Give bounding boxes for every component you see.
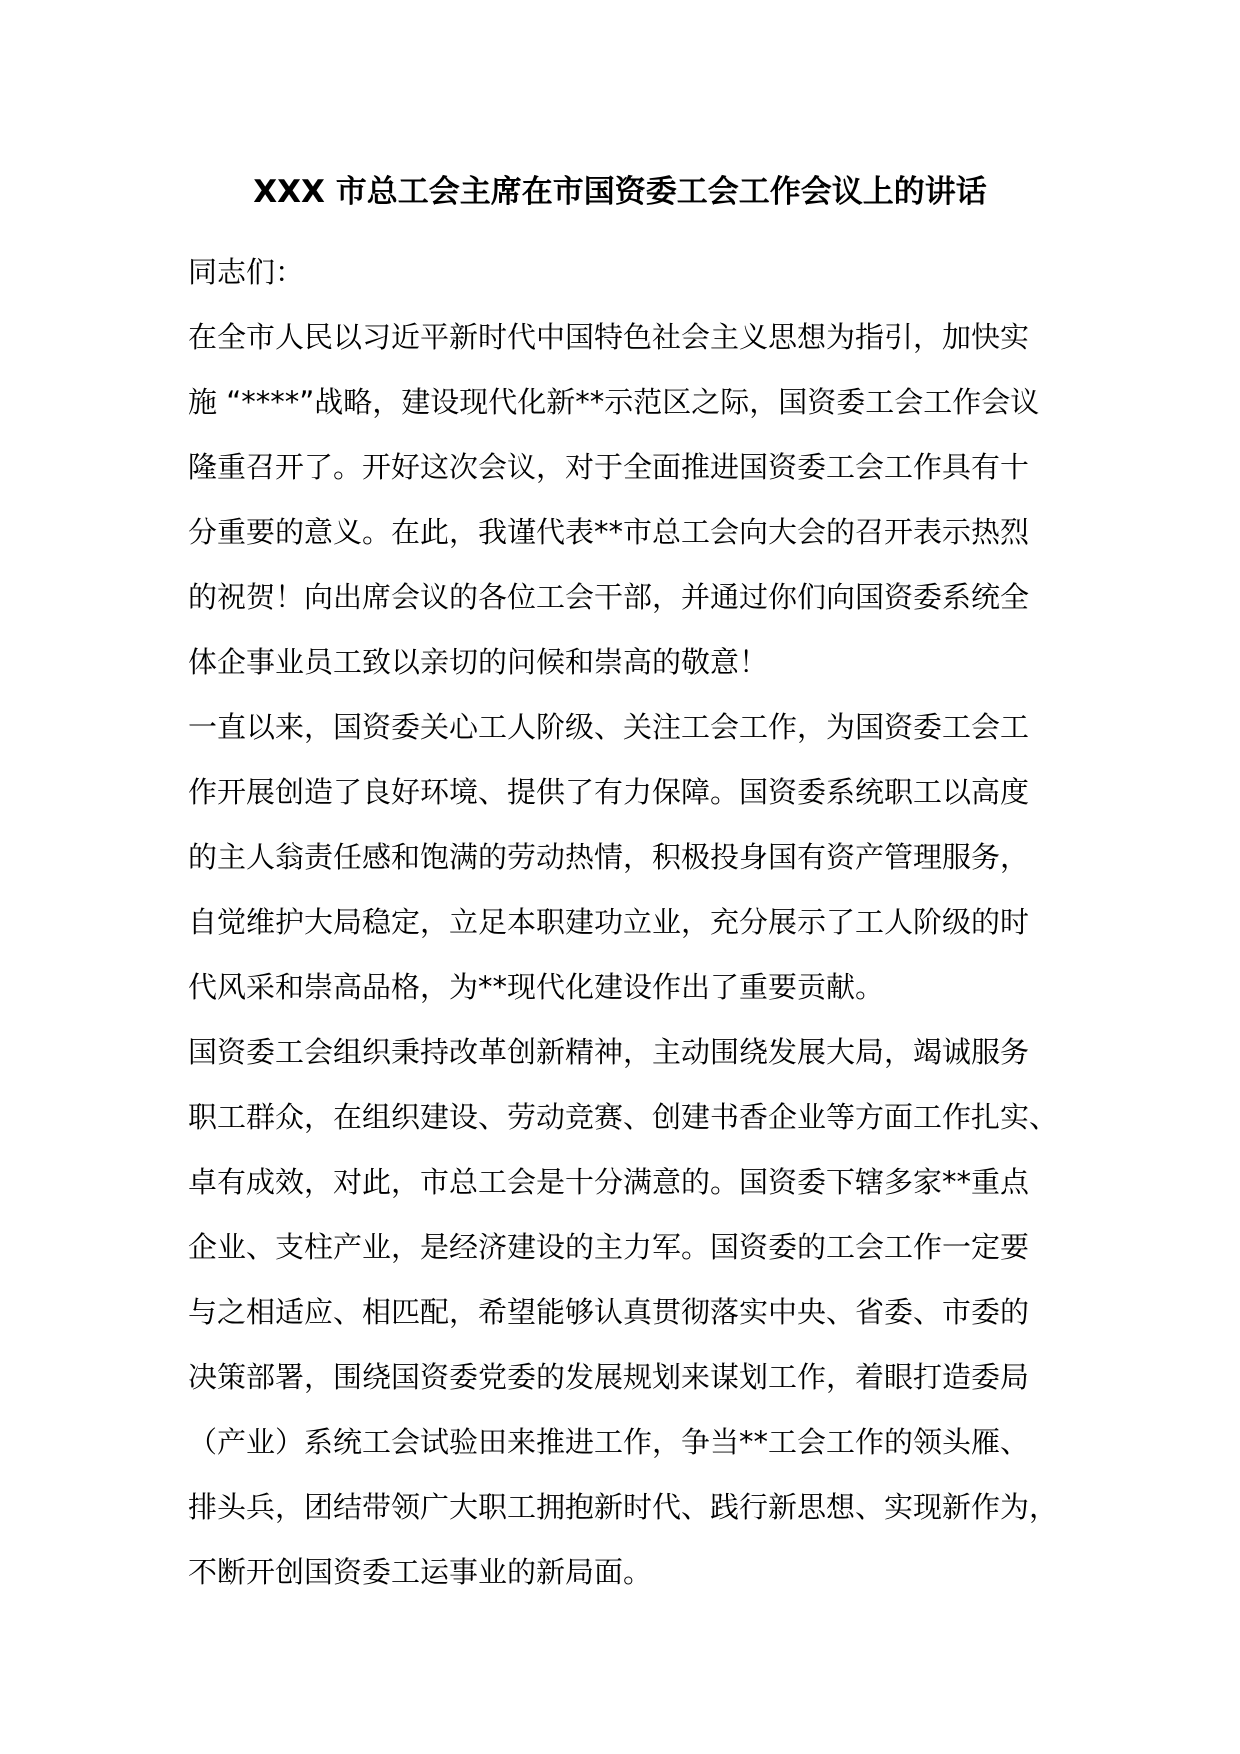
text-line: 的主人翁责任感和饱满的劳动热情，积极投身国有资产管理服务， <box>188 840 1030 874</box>
text-line: （产业）系统工会试验田来推进工作，争当**工会工作的领头雁、 <box>188 1425 1030 1459</box>
text-line: 排头兵，团结带领广大职工拥抱新时代、践行新思想、实现新作为， <box>188 1490 1059 1524</box>
text-line: 一直以来，国资委关心工人阶级、关注工会工作，为国资委工会工 <box>188 710 1030 744</box>
text-line: 自觉维护大局稳定，立足本职建功立业，充分展示了工人阶级的时 <box>188 905 1030 939</box>
text-line: 代风采和崇高品格，为**现代化建设作出了重要贡献。 <box>188 970 885 1004</box>
text-line: 分重要的意义。在此，我谨代表**市总工会向大会的召开表示热烈 <box>188 515 1030 549</box>
paragraph-1 <box>188 305 1088 695</box>
document-title: XXX 市总工会主席在市国资委工会工作会议上的讲话 <box>253 174 987 210</box>
text-line: 不断开创国资委工运事业的新局面。 <box>188 1555 653 1589</box>
text-line: 卓有成效，对此，市总工会是十分满意的。国资委下辖多家**重点 <box>188 1165 1030 1199</box>
text-line: 施 “****”战略，建设现代化新**示范区之际，国资委工会工作会议 <box>188 385 1040 419</box>
text-line: 的祝贺！向出席会议的各位工会干部，并通过你们向国资委系统全 <box>188 580 1030 614</box>
text-line: 作开展创造了良好环境、提供了有力保障。国资委系统职工以高度 <box>188 775 1030 809</box>
salutation: 同志们： <box>188 255 305 289</box>
paragraph-3 <box>188 1020 1088 1605</box>
text-line: 与之相适应、相匹配，希望能够认真贯彻落实中央、省委、市委的 <box>188 1295 1030 1329</box>
text-line: 决策部署，围绕国资委党委的发展规划来谋划工作，着眼打造委局 <box>188 1360 1030 1394</box>
text-line: 企业、支柱产业，是经济建设的主力军。国资委的工会工作一定要 <box>188 1230 1030 1264</box>
document-body <box>188 240 1088 1605</box>
paragraph-2 <box>188 695 1088 1020</box>
text-line: 在全市人民以习近平新时代中国特色社会主义思想为指引，加快实 <box>188 320 1030 354</box>
text-line: 体企事业员工致以亲切的问候和崇高的敬意！ <box>188 645 769 679</box>
text-line: 隆重召开了。开好这次会议，对于全面推进国资委工会工作具有十 <box>188 450 1030 484</box>
text-line: 国资委工会组织秉持改革创新精神，主动围绕发展大局，竭诚服务 <box>188 1035 1030 1069</box>
text-line: 职工群众，在组织建设、劳动竞赛、创建书香企业等方面工作扎实、 <box>188 1100 1059 1134</box>
